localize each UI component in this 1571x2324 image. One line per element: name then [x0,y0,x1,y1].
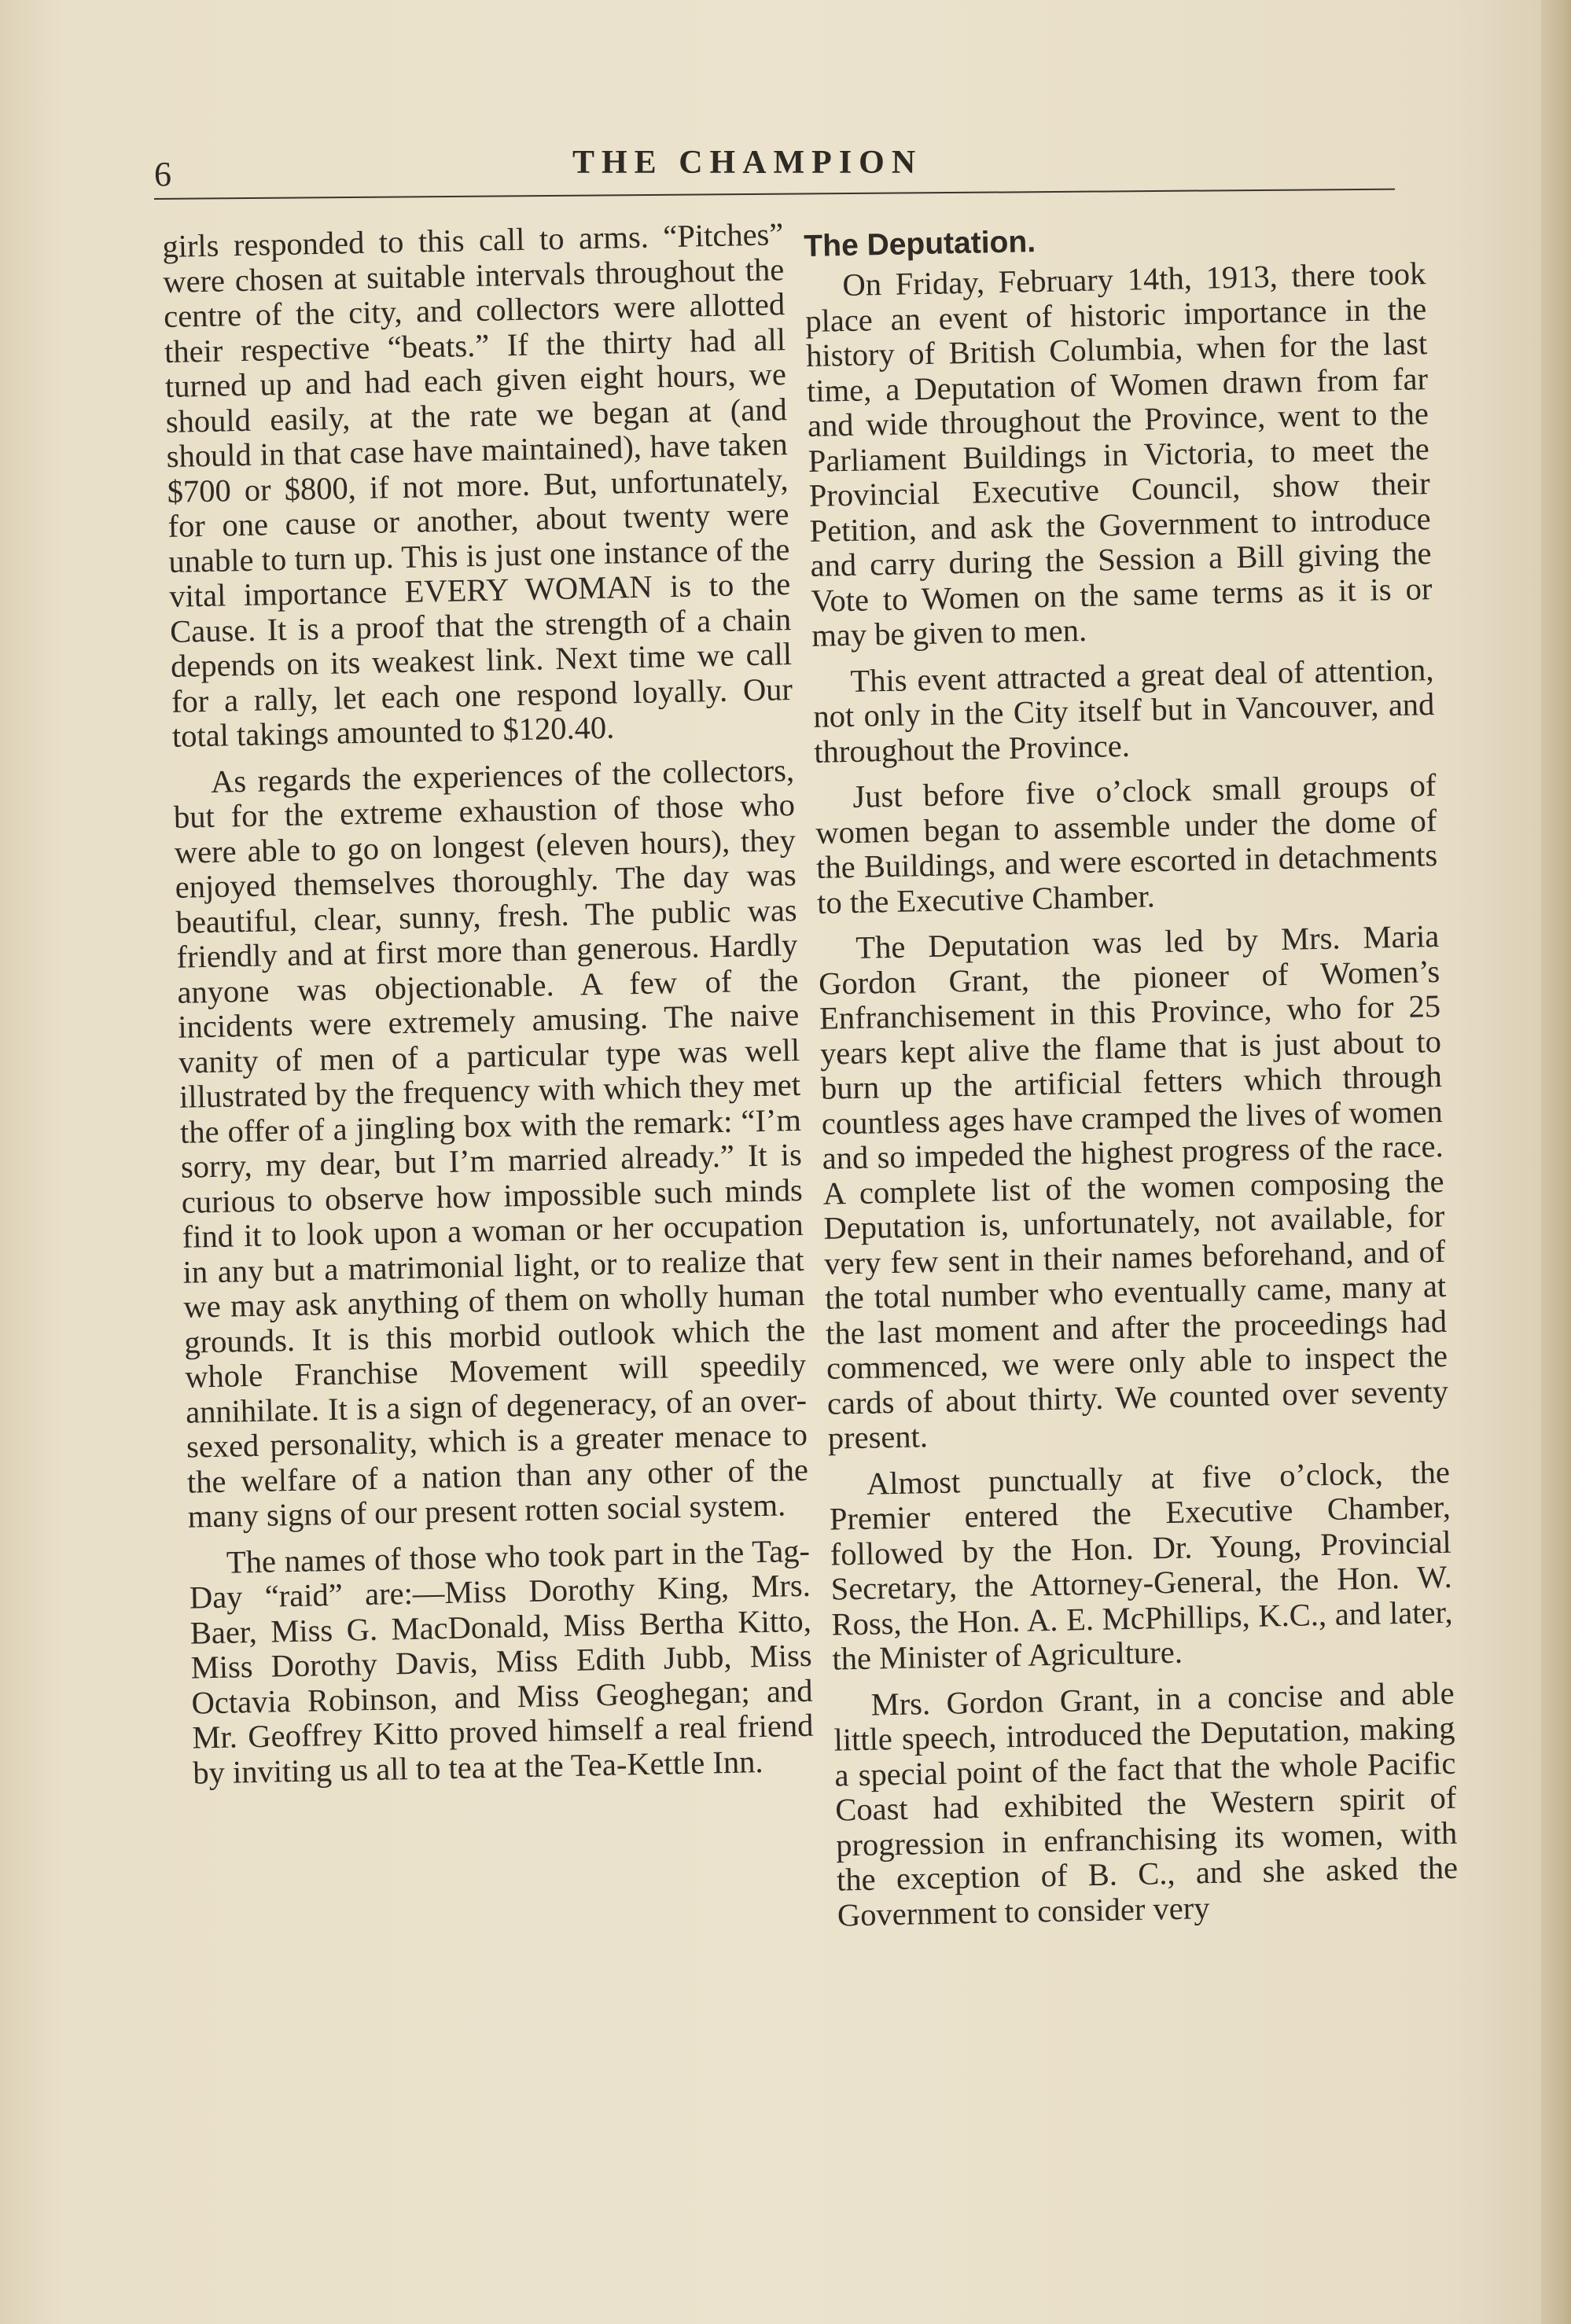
paragraph-attention: This event attracted a great deal of attention, not only in the City itself but in Vancouver, and throughout the Province. [812,651,1435,770]
paragraph-grant-speech: Mrs. Gordon Grant, in a concise and able little speech, introduced the Deputation, making a special point of the fact that the whole Pacific Coast had exhibited the Western spirit of progression in enfranchising its women, with the exception of B. C., and she asked the Government to consider very [833,1675,1459,1933]
page-number: 6 [154,155,171,193]
paragraph-deputation-event: On Friday, February 14th, 1913, there took place an event of historic importance in the history of British Columbia, when for the last time, a Deputation of Women drawn from far and wide throughout the Province, went to the Parliament Buildings in Victoria, to meet the Provincial Executive Council, show their Petition, and ask the Government to introduce and carry during the Session a Bill giving the Vote to Women on the same terms as it is or may be given to men. [804,256,1433,653]
paragraph-premier-entered: Almost punctually at five o’clock, the Premier entered the Executive Chamber, followed by the Hon. Dr. Young, Provincial Secretary, the Attorney-General, the Hon. W. Ross, the Hon. A. E. McPhillips, K.C., and later, the Minister of Agriculture. [829,1454,1453,1677]
paragraph-tag-day-rally: girls responded to this call to arms. “Pitches” were chosen at suitable intervals throughout the centre of the city, and collectors were allotted their respective “beats.” If the thirty had all turned up and had each given eight hours, we should easily, at the rate we began at (and should in that case have maintained), have taken $700 or $800, if not more. But, unfortunately, for one cause or another, about twenty were unable to turn up. This is just one instance of the vital importance EVERY WOMAN is to the Cause. It is a proof that the strength of a chain depends on its weakest link. Next time we call for a rally, let each one respond loyally. Our total takings amounted to $120.40. [161,216,793,754]
page-binding-edge [1541,0,1571,2324]
section-heading-deputation: The Deputation. [804,225,1036,263]
paragraph-participant-names: The names of those who took part in the Tag-Day “raid” are:—Miss Dorothy King, Mrs. Baer, Miss G. MacDonald, Miss Bertha Kitto, Miss Dorothy Davis, Miss Edith Jubb, Miss Octavia Robinson, and Miss Geoghegan; and Mr. Geoffrey Kitto proved himself a real friend by inviting us all to tea at the Tea-Kettle Inn. [189,1532,814,1791]
paragraph-led-by-grant: The Deputation was led by Mrs. Maria Gordon Grant, the pioneer of Women’s Enfranchisement in this Province, who for 25 years kept alive the flame that is just about to burn up the artificial fetters which through countless ages have cramped the lives of women and so impeded the highest progress of the race. A complete list of the women composing the Deputation is, unfortunately, not available, for very few sent in their names beforehand, and of the total number who eventually came, many at the last moment and after the proceedings had commenced, we were only able to inspect the cards of about thirty. We counted over seventy present. [818,917,1449,1456]
paragraph-assembly: Just before five o’clock small groups of women began to assemble under the dome of the Buildings, and were escorted in detachments to the Executive Chamber. [815,767,1438,921]
running-title: THE CHAMPION [572,145,923,181]
paragraph-collectors-experiences: As regards the experiences of the collectors, but for the extreme exhaustion of those who were able to go on longest (eleven hours), they enjoyed themselves thoroughly. The day was beautiful, clear, sunny, fresh. The public was friendly and at first more than generous. Hardly anyone was objectionable. A few of the incidents were extremely amusing. The naive vanity of men of a particular type was well illustrated by the frequency with which they met the offer of a jingling box with the remark: “I’m sorry, my dear, but I’m married already.” It is curious to observe how impossible such minds find it to look upon a woman or her occupation in any but a matrimonial light, or to realize that we may ask anything of them on wholly human grounds. It is this morbid outlook which the whole Franchise Movement will speedily annihilate. It is a sign of degeneracy, of an over-sexed personality, which is a greater menace to the welfare of a nation than any other of the many signs of our present rotten social system. [173,752,809,1535]
left-column [162,217,815,1801]
right-column [804,217,1459,1943]
